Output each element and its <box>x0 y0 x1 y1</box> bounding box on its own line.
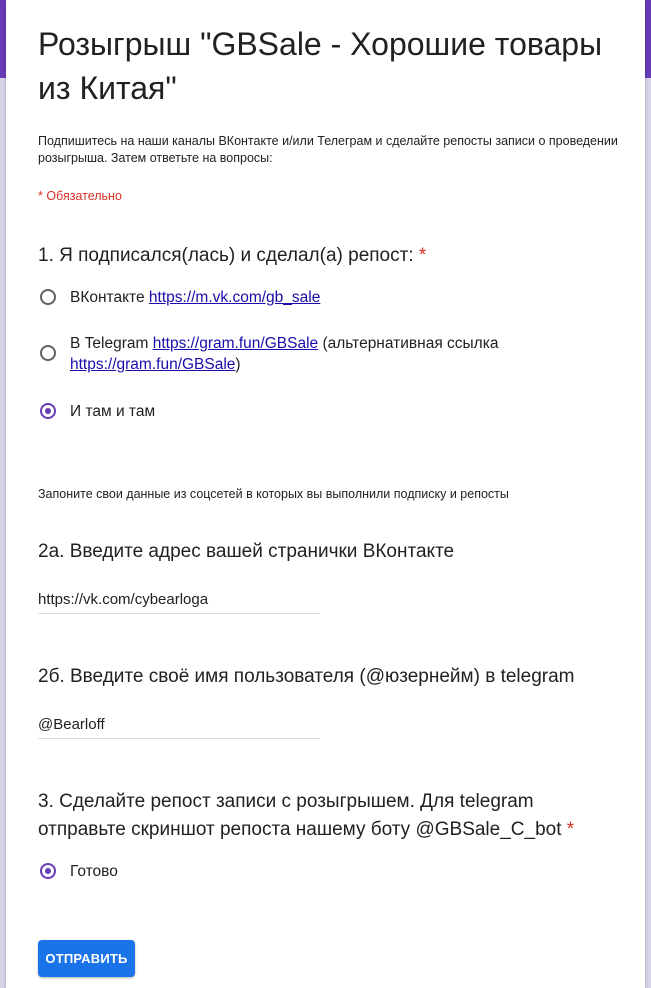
required-note: * Обязательно <box>38 189 122 203</box>
required-asterisk: * <box>418 245 427 266</box>
form-title: Розыгрыш "GBSale - Хорошие товары из Китая" <box>38 26 603 106</box>
q1-option-telegram[interactable] <box>38 333 598 375</box>
radio-unchecked-icon <box>40 345 56 361</box>
section-description: Запоните свои данные из соцсетей в которых вы выполнили подписку и репосты <box>38 487 509 501</box>
radio-button[interactable] <box>38 287 58 307</box>
q1-option-vk-label <box>70 287 320 308</box>
question-2a-title: 2а. Введите адрес вашей странички ВКонтакте <box>38 541 455 562</box>
radio-checked-icon <box>40 403 56 419</box>
q3-option-done-label: Готово <box>70 863 118 880</box>
required-asterisk: * <box>566 819 575 840</box>
radio-button[interactable] <box>38 861 58 881</box>
vk-link[interactable]: https://m.vk.com/gb_sale <box>148 289 321 306</box>
question-2b-title: 2б. Введите своё имя пользователя (@юзернейм) в telegram <box>38 666 575 687</box>
q3-option-done[interactable] <box>38 861 598 882</box>
telegram-username-input[interactable]: @Bearloff <box>38 716 320 739</box>
q1-option-vk[interactable] <box>38 287 598 308</box>
q1-option-telegram-label <box>70 333 550 375</box>
option-suffix: ) <box>235 356 241 373</box>
vk-address-input[interactable]: https://vk.com/cybearloga <box>38 591 320 614</box>
radio-checked-icon <box>40 863 56 879</box>
telegram-alt-link[interactable]: https://gram.fun/GBSale <box>70 356 236 373</box>
q1-option-both[interactable] <box>38 401 598 422</box>
submit-button[interactable]: ОТПРАВИТЬ <box>38 940 135 977</box>
radio-button[interactable] <box>38 343 58 363</box>
option-middle-text: (альтернативная ссылка <box>322 335 499 352</box>
form-description: Подпишитесь на наши каналы ВКонтакте и/или Телеграм и сделайте репосты записи о проведении розыгрыша. Затем ответьте на вопросы: <box>38 134 618 165</box>
question-3-text: 3. Сделайте репост записи с розыгрышем. Для telegram отправьте скриншот репоста нашему боту @GBSale_C_bot <box>38 791 562 840</box>
question-1-text: 1. Я подписался(лась) и сделал(а) репост: <box>38 245 414 266</box>
q1-option-both-label: И там и там <box>70 403 156 420</box>
telegram-link[interactable]: https://gram.fun/GBSale <box>152 335 319 352</box>
question-1-title <box>38 242 618 270</box>
radio-unchecked-icon <box>40 289 56 305</box>
question-3-title <box>38 788 618 844</box>
option-prefix: В Telegram <box>70 335 149 352</box>
form-card <box>6 0 645 988</box>
radio-button[interactable] <box>38 401 58 421</box>
option-prefix: ВКонтакте <box>70 289 145 306</box>
